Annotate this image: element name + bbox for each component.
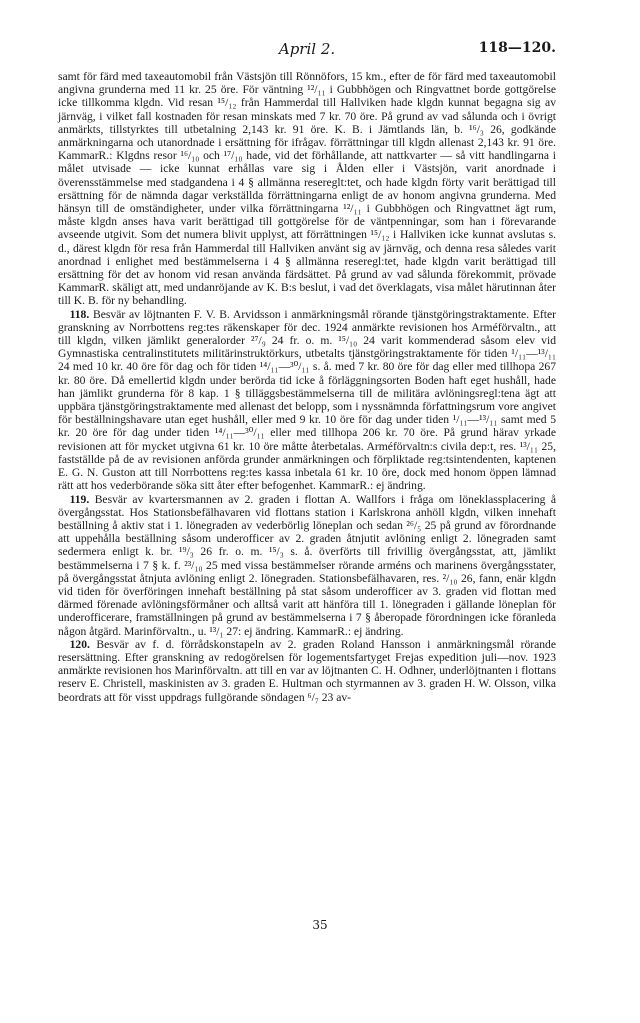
paragraph-text: Besvär av f. d. förrådskonstapeln av 2. graden Roland Hansson i anmärkningsmål rörande resersättning. Efter granskning av redogörelsen för logementsfartyget Frejas expedition juli—nov. 1923 anmärkte revisionen hos Marinförvaltn. att till en var av löjtnanten C. H. Odhner, underlöjtnanten i flottans reserv E. Christell, maskinisten av 3. graden E. Hultman och styrmannen av 3. graden H. W. Olsson, vilka beordrats att för visst uppdrags fullgörande söndagen ⁶/₇ 23 av- [58, 637, 556, 704]
paragraph-text: Besvär av löjtnanten F. V. B. Arvidsson i anmärkningsmål rörande tjänstgöringstraktamente. Efter granskning av Norrbottens reg:tes räkenskaper för dec. 1924 anmärkte revisionen hos Arméförvaltn., att till klgdn, vilken jämlikt generalorder ²⁷/₉ 24 fr. o. m. ¹⁵/₁₀ 24 varit kommenderad såsom elev vid Gymnastiska centralinstitutets militärinstruktörkurs, utbetalts tjänstgöringstraktamente för tiden ¹/₁₁—¹³/₁₁ 24 med 10 kr. 40 öre för dag och för tiden ¹⁴/₁₁—³⁰/₁₁ s. å. med 7 kr. 80 öre för dag eller med tillhopa 267 kr. 80 öre. Då emellertid klgdn under berörda tid icke å förläggningsorten Boden haft eget hushåll, hade han jämlikt grunderna för 8 kap. 1 § tilläggsbestämmelserna till de militära avlöningsregl:tena ägt att uppbära tjänstgöringstraktamente med allenast det belopp, som i nyssnämnda författningsrum vore angivet för beställningshavare utan eget hushåll, eller med 9 kr. 10 öre för dag under tiden ¹/₁₁—¹³/₁₁ samt med 5 kr. 20 öre för dag under tiden ¹⁴/₁₁—³⁰/₁₁ eller med tillhopa 206 kr. 70 öre. På grund härav yrkade revisionen att för mycket utgivna 61 kr. 10 öre måtte återbetalas. Arméförvaltn:s civila dep:t, res. ¹³/₁₁ 25, fastställde på de av revisionen anförda grunder anmärkningen och förpliktade reg:tsintendenten, kaptenen E. G. N. Guston att till Norrbottens reg:tes kassa inbetala 61 kr. 10 öre, dock med honom öppen lämnad rätt att hos vederbörande söka sitt åter efter befogenhet. KammarR.: ej ändring. [58, 307, 557, 493]
paragraph-118 [58, 308, 556, 493]
paragraph-119 [58, 493, 556, 638]
header-case-range: 118—120. [478, 40, 556, 56]
page-number: 35 [312, 918, 328, 932]
header-date: April 2. [278, 40, 336, 58]
paragraph-text: Besvär av kvartersmannen av 2. graden i flottan A. Wallfors i fråga om löneklassplacering å övergångsstat. Hos Stationsbefälhavaren vid flottans station i Karlskrona anhöll klgdn, vilken innehaft beställning å aktiv stat i 1. lönegraden av vederbörlig löneplan och sedan ²⁶/₅ 25 på grund av förordnande att uppehålla beställning såsom underofficer av 2. graden åtnjutit avlöning enligt 2. lönegraden samt sedermera enligt k. br. ¹⁹/₃ 26 fr. o. m. ¹⁵/₃ s. å. överförts till frivillig övergångsstat, att, jämlikt bestämmelserna i 7 § k. f. ²³/₁₀ 25 med vissa bestämmelser rörande arméns och marinens övergångsstater, på övergångsstat åtnjuta avlöning enligt 2. lönegraden. Stationsbefälhavaren, res. ²/₁₀ 26, fann, enär klgdn vid tiden för överföringen innehaft beställning på stat såsom underofficer av 3. graden vid flottan med därmed förenade avlöningsförmåner och alltså varit att hänföra till 1. lönegraden i gällande löneplan för underofficerare, framställningen på grund av bestämmelserna i 7 § åberopade förordningen icke föranleda någon åtgärd. Marinförvaltn., u. ¹³/₁ 27: ej ändring. KammarR.: ej ändring. [58, 492, 557, 638]
paragraph-continuation [58, 70, 556, 308]
page-header [58, 40, 556, 62]
page-footer [0, 918, 640, 932]
paragraph-text: samt för färd med taxeautomobil från Västsjön till Rönnöfors, 15 km., efter de för färd med taxeautomobil angivna grunderna med 11 kr. 25 öre. För väntning ¹²/₁₁ i Gubbhögen och Ringvattnet borde gottgörelse icke tillkomma klgdn. Vid resan ¹⁵/₁₂ från Hammerdal till Hallviken hade klgdn kunnat begagna sig av järnväg, i vilket fall kostnaden för resan minskats med 7 kr. 70 öre. På grund av vad sålunda och i övrigt anmärkts, tillstyrktes till utbetalning 2,143 kr. 91 öre. K. B. i Jämtlands län, b. ¹⁶/₃ 26, godkände anmärkningarna och utanordnade i ersättning för ifrågav. förrättningar till klgdn allenast 2,143 kr. 91 öre. KammarR.: Klgdns resor ¹⁶/₁₀ och ¹⁷/₁₀ hade, vid det förhållande, att nattkvarter — så vitt handlingarna i målet utvisade — icke kunnat erhållas vare sig i Ålden eller i Västsjön, varit anordnade i överensstämmelse med stadgandena i 4 § allmänna resereglt:tet, och hade klgdn förty varit berättigad till ersättning för de nämnda dagar verkställda förrättningarna enligt de av honom angivna grunderna. Med hänsyn till de omständigheter, under vilka förrättningarna ¹²/₁₁ i Gubbhögen och Ringvattnet ägt rum, måste klgdn anses hava varit berättigad till gottgörelse för de väntpenningar, som han i förevarande avseende utgivit. Som det numera blivit upplyst, att förrättningen ¹⁵/₁₂ i Hallviken icke kunnat avslutas s. d., därest klgdn för resa från Hammerdal till Hallviken använt sig av järnväg, och denna resa således varit anordnad i enlighet med bestämmelserna i 4 § allmänna reseregl:tet, hade klgdn varit berättigad till ersättning för det av honom vid resan använda färdsättet. På grund av vad sålunda förekommit, prövade KammarR. skäligt att, med undanröjande av K. B:s beslut, i vad det överklagats, visa målet härutinnan åter till K. B. för ny behandling. [58, 70, 556, 308]
paragraph-120 [58, 638, 556, 704]
case-number: 120. [69, 637, 90, 651]
case-number: 118. [69, 307, 90, 321]
case-number: 119. [69, 492, 90, 506]
body-text [58, 70, 556, 704]
